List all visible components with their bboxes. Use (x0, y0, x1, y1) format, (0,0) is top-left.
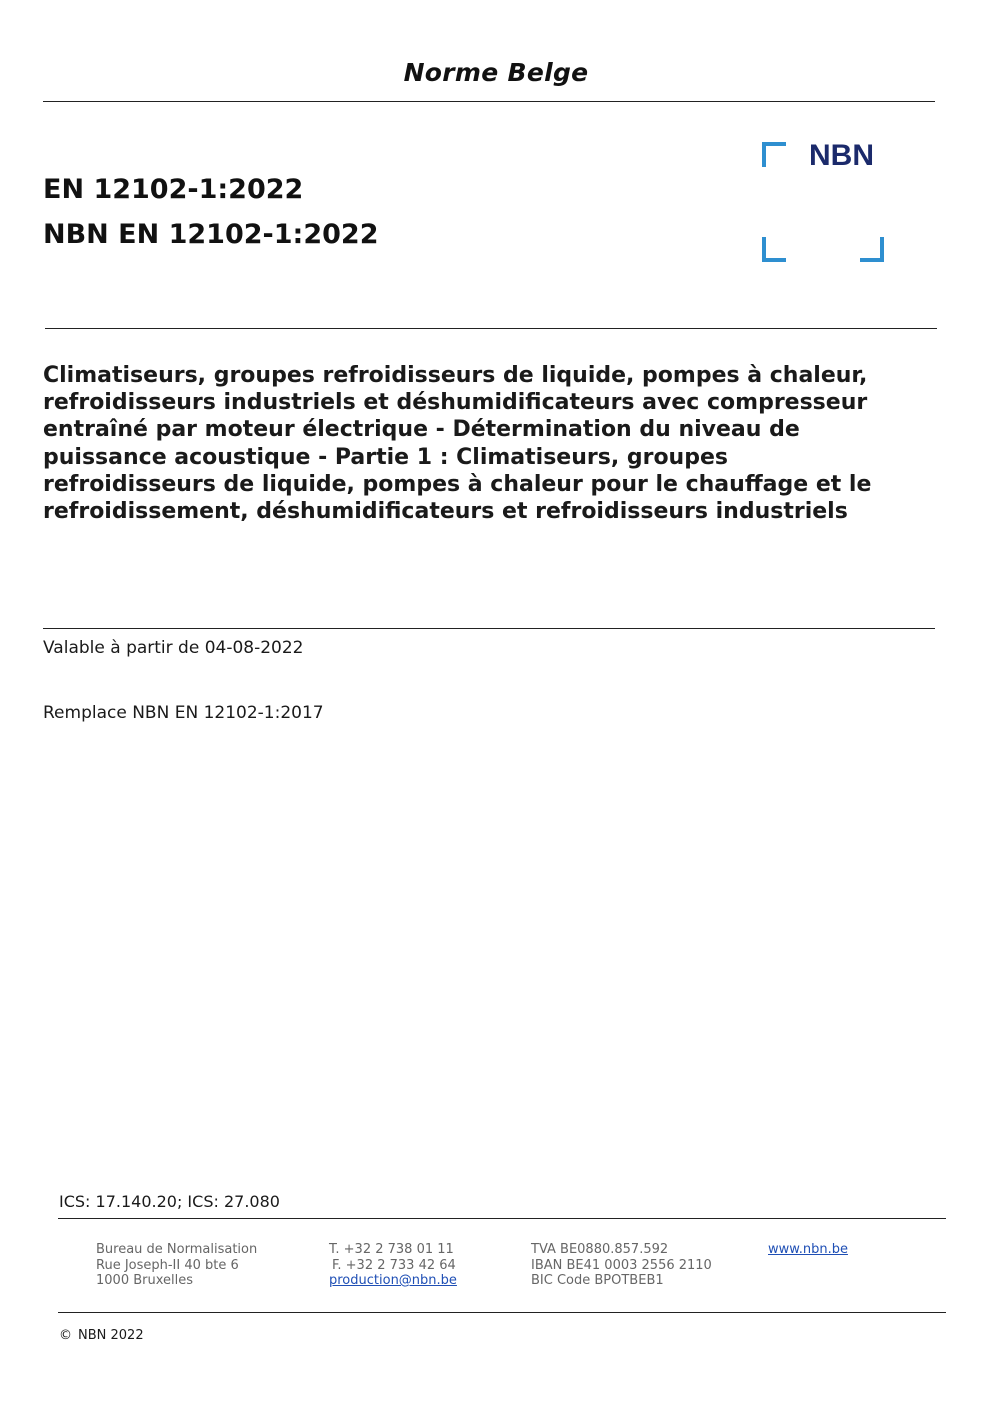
nbn-standard-number: NBN EN 12102-1:2022 (43, 219, 379, 250)
valid-from-date: Valable à partir de 04-08-2022 (43, 638, 304, 658)
email-link[interactable]: production@nbn.be (329, 1273, 457, 1288)
address-line: Rue Joseph-II 40 bte 6 (96, 1257, 239, 1273)
document-type-heading: Norme Belge (403, 58, 589, 87)
footer-bank-details (531, 1242, 712, 1289)
nbn-logo (760, 140, 886, 264)
vat-number: TVA BE0880.857.592 (531, 1242, 669, 1257)
document-title: Climatiseurs, groupes refroidisseurs de liquide, pompes à chaleur, refroidisseurs industriels et déshumidificateurs avec compresseur entraîné par moteur électrique - Détermination du niveau de puissance acoustique - Partie 1 : Climatiseurs, groupes refroidisseurs de liquide, pompes à chaleur pour le chauffage et le refroidissement, déshumidificateurs et refroidisseurs industriels (43, 363, 872, 525)
copyright-text: NBN 2022 (78, 1328, 144, 1343)
copyright-notice (59, 1328, 144, 1343)
footer-contact (329, 1242, 457, 1289)
bic-code: BIC Code BPOTBEB1 (531, 1273, 664, 1288)
footer-address (96, 1242, 257, 1289)
phone-number: T. +32 2 738 01 11 (329, 1242, 454, 1257)
standard-divider (45, 328, 937, 329)
title-divider (43, 628, 935, 629)
website-link[interactable]: www.nbn.be (768, 1242, 848, 1257)
logo-bracket-bottom-left (764, 237, 786, 260)
ics-codes: ICS: 17.140.20; ICS: 27.080 (59, 1192, 280, 1211)
logo-bracket-top-left (764, 144, 786, 167)
logo-wordmark: NBN (809, 140, 874, 172)
address-line: 1000 Bruxelles (96, 1273, 194, 1288)
address-line: Bureau de Normalisation (96, 1242, 258, 1257)
logo-bracket-bottom-right (860, 237, 882, 260)
fax-number: F. +32 2 733 42 64 (332, 1257, 456, 1273)
footer-bottom-divider (58, 1312, 946, 1313)
iban-number: IBAN BE41 0003 2556 2110 (531, 1257, 712, 1273)
en-standard-number: EN 12102-1:2022 (43, 174, 304, 205)
header-divider (43, 101, 935, 102)
footer-top-divider (58, 1218, 946, 1219)
copyright-symbol: © (59, 1328, 72, 1343)
footer-website (768, 1242, 848, 1258)
replaces-standard: Remplace NBN EN 12102-1:2017 (43, 703, 324, 723)
